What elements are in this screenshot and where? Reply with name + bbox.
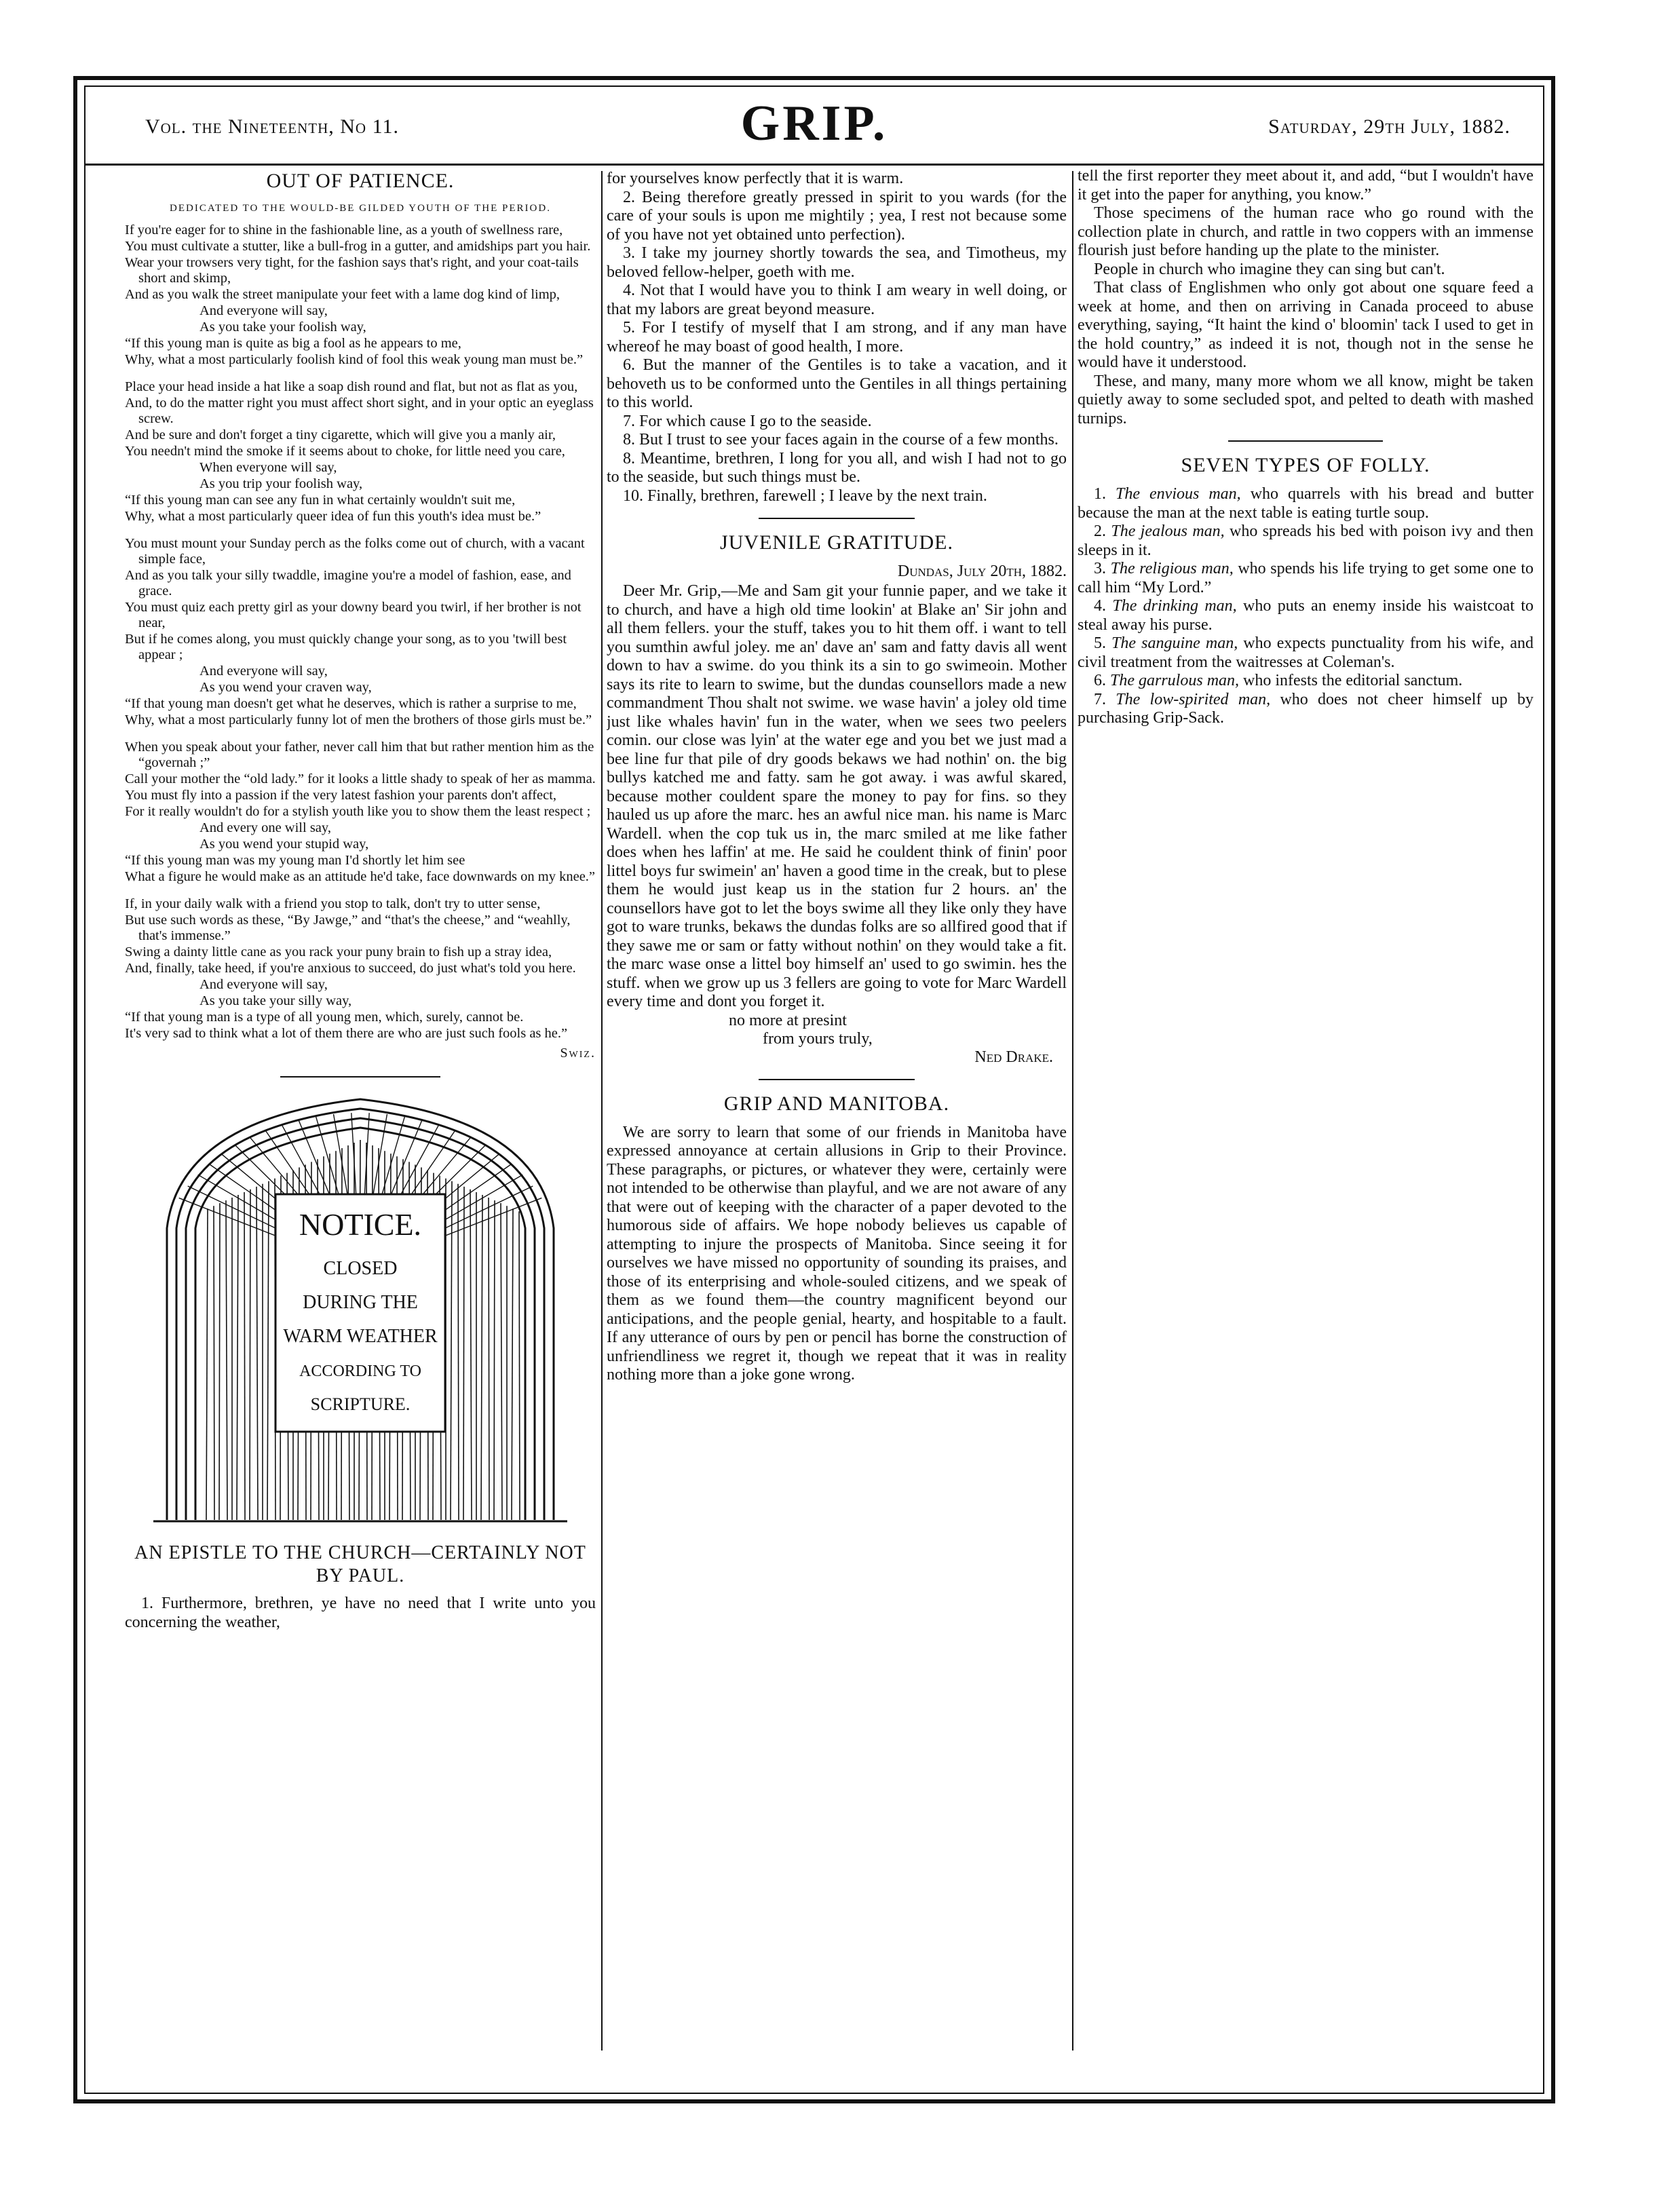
poem-line: You must cultivate a stutter, like a bull-frog in a gutter, and amidships part you hair. (125, 239, 591, 254)
notice-line: ACCORDING TO (299, 1362, 421, 1380)
masthead (84, 85, 1544, 166)
column-rule-2 (1072, 171, 1073, 2051)
poem-line: For it really wouldn't do for a stylish youth like you to show them the least respect ; (125, 804, 591, 819)
poem-line: And as you talk your silly twaddle, imagine you're a model of fashion, ease, and grace. (125, 568, 571, 598)
poem-line: When everyone will say, (199, 460, 337, 475)
juvenile-title: JUVENILE GRATITUDE. (720, 531, 953, 554)
juvenile-letter (607, 582, 1067, 1012)
folly-number: 5. (1094, 634, 1112, 652)
poem-line: And as you walk the street manipulate your feet with a lame dog kind of limp, (125, 287, 560, 302)
folly-description: who infests the editorial sanctum. (1239, 672, 1463, 689)
manitoba-title: GRIP AND MANITOBA. (723, 1092, 950, 1115)
section-divider (759, 518, 915, 519)
folly-description: who spends his life trying to get some one to call him “My Lord.” (1078, 560, 1534, 596)
section-divider (280, 1076, 440, 1078)
juvenile-body: Deer Mr. Grip,—Me and Sam git your funnie paper, and we take it to church, and have a high old time lookin' at Blake an' Sir john and all them fellers. your the stuff, takes you to hit them off. i want to tell you sumthin awful joley. me an' dave an' sam and fatty davis all went down to hav a swime. do you think its a sin to go swimeoin. Mother says its rite to learn to swime, but the dundas counsellors made a new commandment Thou shalt not swime. we wase havin' a joley old time just like whales havin' fun in the water, when we sees two peelers comin. our close was lyin' at the water ege and you bet we just mad a bee line fur that pile of dry goods bekaws we had nothin' on. the big bullys katched me and fatty. sam he got away. i was awful skared, because mother couldent spare the money to pay for fins. so they hauled us up afore the marc. hes an awful nice man. his name is Marc Wardell. when the cop tuk us in, the marc smiled at me like father does when hes laffin' at me. He said he couldent think of finin' poor littel boys fur swimein' an' haven a good time in the creak, but to plese them he would just keap us in the station fur 2 hours. an' the counsellors have got to let the boys swime all they like only they have got to ware trunks, bekaws the dundas folks are so allfired good that if they sawe me or sam or fatty without nothin' on they would take a fit. the marc wase onse a littel boy himself an' used to go swimin. hes the stuff. when we grow up us 3 fellers are going to vote for Marc Wardell every time and dont you forget it. (607, 582, 1067, 1010)
poem-line: As you wend your craven way, (199, 680, 372, 695)
folly-item (1078, 691, 1534, 728)
poem-line: “If that young man doesn't get what he deserves, which is rather a surprise to me, (125, 696, 577, 711)
some-people-item: These, and many, many more whom we all know, might be taken quietly away to some secluded spot, and pelted to death with mashed turnips. (1078, 372, 1534, 427)
folly-description: who expects punctuality from his wife, and civil treatment from the waitresses at Coleman's. (1078, 634, 1534, 671)
poem-line: As you trip your foolish way, (199, 476, 363, 491)
notice-line: WARM WEATHER (283, 1326, 438, 1347)
notice-line: DURING THE (303, 1292, 418, 1313)
epistle-paragraph: 6. But the manner of the Gentiles is to take a vacation, and it behoveth us to be conformed unto the Gentiles in all things pertaining to this world. (607, 356, 1067, 411)
poem-line: And everyone will say, (199, 664, 328, 679)
folly-number: 3. (1094, 560, 1111, 577)
epistle-paragraph: 8. Meantime, brethren, I long for you all, and wish I had not to go to the seaside, but such things must be. (607, 449, 1067, 486)
epistle-paragraph: 10. Finally, brethren, farewell ; I leave by the next train. (623, 487, 987, 505)
seven-types-list (1078, 485, 1534, 728)
poem-line: As you take your silly way, (199, 993, 352, 1008)
epistle-paragraph: 5. For I testify of myself that I am strong, and if any man have whereof he may boast of good health, I more. (607, 319, 1067, 356)
poem-line: You needn't mind the smoke if it seems about to choke, for little need you care, (125, 444, 565, 459)
epistle-paragraph: 7. For which cause I go to the seaside. (623, 412, 872, 430)
section-divider (759, 1079, 915, 1080)
epistle-paragraph: 1. Furthermore, brethren, ye have no need that I write unto you concerning the weather, (125, 1595, 596, 1631)
column-3 (1078, 170, 1534, 2056)
poem-line: “If this young man was my young man I'd shortly let him see (125, 853, 465, 868)
folly-number: 4. (1094, 597, 1113, 615)
folly-number: 7. (1094, 690, 1116, 708)
folly-label: The low-spirited man, (1116, 690, 1271, 708)
poem-line: When you speak about your father, never call him that but rather mention him as the “governah ;” (125, 740, 594, 770)
folly-number: 6. (1094, 672, 1110, 689)
closing-line-1: no more at presint (729, 1011, 847, 1029)
epistle-paragraph: 2. Being therefore greatly pressed in spirit to you wards (for the care of your souls is upon me mightily ; yea, I rest not because some of you have not yet obtained unto perfection). (607, 188, 1067, 244)
folly-label: The garrulous man, (1110, 672, 1240, 689)
folly-label: The drinking man, (1112, 597, 1237, 615)
poem-verses (125, 223, 596, 1042)
manitoba-body: We are sorry to learn that some of our friends in Manitoba have expressed annoyance at certain allusions in Grip to their Province. These paragraphs, or pictures, or whatever they were, certainly were not intended to be otherwise than playful, and we are not aware of any that were out of keeping with the character of a paper devoted to the humorous side of affairs. We hope nobody believes us capable of attempting to injure the prospects of Manitoba. Since seeing it for ourselves we have missed no opportunity of sounding its praises, and those of its enterprising and whole-souled citizens, and we speak of them as we found them—the country magnificent beyond our anticipations, and the people genial, hearty, and hospitable to a fault. If any utterance of ours by pen or pencil has borne the construction of unfriendliness we regret it, though we repeat that it was in reality nothing more than a joke gone wrong. (607, 1123, 1067, 1384)
poem-line: What a figure he would make as an attitude he'd take, face downwards on my knee.” (125, 869, 596, 884)
poem-line: “If this young man can see any fun in what certainly wouldn't suit me, (125, 493, 516, 508)
closing-line-2: from yours truly, (763, 1029, 873, 1048)
folly-number: 2. (1094, 522, 1111, 540)
some-people-item: Those specimens of the human race who go round with the collection plate in church, and rattle in two coppers with an immense flourish just before handing up the plate to the minister. (1078, 204, 1534, 259)
poem-line: As you wend your stupid way, (199, 837, 369, 852)
folly-description: who does not cheer himself up by purchasing Grip-Sack. (1078, 690, 1534, 727)
notice-line: CLOSED (323, 1258, 398, 1279)
notice-line: SCRIPTURE. (310, 1394, 411, 1414)
notice-line: NOTICE. (299, 1207, 422, 1242)
poem-line: And, to do the matter right you must affect short sight, and in your optic an eyeglass screw. (125, 396, 594, 426)
poem-line: You must quiz each pretty girl as your downy beard you twirl, if her brother is not near, (125, 600, 582, 630)
poem-line: It's very sad to think what a lot of them there are who are just such fools as he.” (125, 1026, 568, 1041)
poem-line: Wear your trowsers very tight, for the fashion says that's right, and your coat-tails short and skimp, (125, 255, 579, 286)
juvenile-closing (607, 1012, 1067, 1067)
poem-line: Place your head inside a hat like a soap dish round and flat, but not as flat as you, (125, 379, 578, 394)
folly-label: The sanguine man, (1111, 634, 1238, 652)
volume-number: Vol. the Nineteenth, No 11. (145, 115, 399, 138)
juvenile-signature: Ned Drake. (974, 1048, 1053, 1066)
folly-item (1078, 634, 1534, 672)
epistle-title: AN EPISTLE TO THE CHURCH—CERTAINLY NOT BY PAUL. (134, 1542, 586, 1586)
poem-line: Why, what a most particularly funny lot of men the brothers of those girls must be.” (125, 712, 592, 727)
folly-label: The envious man, (1116, 485, 1241, 503)
poem-line: Why, what a most particularly foolish kind of fool this weak young man must be.” (125, 352, 584, 367)
folly-number: 1. (1094, 485, 1116, 503)
poem-line: “If that young man is a type of all young men, which, surely, cannot be. (125, 1010, 524, 1025)
column-2 (607, 170, 1067, 2056)
poem-line: Call your mother the “old lady.” for it looks a little shady to speak of her as mamma. (125, 771, 596, 786)
newspaper-title: GRIP. (740, 96, 888, 151)
folly-label: The religious man, (1110, 560, 1234, 577)
column-rule-1 (601, 171, 603, 2051)
poem-dedication: DEDICATED TO THE WOULD-BE GILDED YOUTH OF THE PERIOD. (170, 203, 551, 214)
some-people-item: People in church who imagine they can sing but can't. (1094, 260, 1445, 278)
poem-line: And every one will say, (199, 820, 331, 835)
folly-description: who spreads his bed with poison ivy and then sleeps in it. (1078, 522, 1534, 559)
poem-line: Why, what a most particularly queer idea of fun this youth's idea must be.” (125, 509, 541, 524)
epistle-paragraph: 3. I take my journey shortly towards the sea, and Timotheus, my beloved fellow-helper, goeth with me. (607, 244, 1067, 281)
folly-description: who quarrels with his bread and butter because the man at the next table is eating turtle soup. (1078, 485, 1534, 522)
poem-line: You must mount your Sunday perch as the folks come out of church, with a vacant simple face, (125, 536, 585, 567)
folly-label: The jealous man, (1111, 522, 1225, 540)
poem-line: If, in your daily walk with a friend you stop to talk, don't try to utter sense, (125, 896, 541, 911)
some-people-item: That class of Englishmen who only got about one square feed a week at home, and then on arriving in Canada proceed to abuse everything, saying, “It haint the kind o' bloomin' tack I used to get in the hold country,” as indeed it is not, though not in the sense he would have it understood. (1078, 279, 1534, 371)
poem-line: If you're eager for to shine in the fashionable line, as a youth of swellness rare, (125, 223, 563, 237)
folly-item (1078, 522, 1534, 560)
church-door-cartoon (140, 1092, 581, 1527)
poem-line: “If this young man is quite as big a fool as he appears to me, (125, 336, 461, 351)
poem-line: And everyone will say, (199, 977, 328, 992)
poem-line: And everyone will say, (199, 303, 328, 318)
issue-date: Saturday, 29th July, 1882. (1268, 115, 1510, 138)
poem-line: And, finally, take heed, if you're anxious to succeed, do just what's told you here. (125, 961, 576, 976)
folly-item (1078, 485, 1534, 522)
some-people-list (1078, 170, 1534, 428)
poem-line: And be sure and don't forget a tiny cigarette, which will give you a manly air, (125, 427, 556, 442)
epistle-paragraph: for yourselves know perfectly that it is warm. (607, 170, 904, 187)
seven-types-title: SEVEN TYPES OF FOLLY. (1181, 454, 1430, 476)
epistle-continued (607, 170, 1067, 506)
poem-line: But if he comes along, you must quickly change your song, as to you 'twill best appear ; (125, 632, 567, 662)
column-1 (125, 170, 596, 2042)
folly-item (1078, 560, 1534, 597)
poem-line: But use such words as these, “By Jawge,” and “that's the cheese,” and “weahlly, that's immense.” (125, 913, 571, 943)
folly-item (1078, 672, 1534, 691)
poem-signature: Swiz. (560, 1046, 596, 1061)
some-people-item: tell the first reporter they meet about it, and add, “but I wouldn't have it get into the paper for anything, you know.” (1078, 170, 1534, 204)
epistle-paragraph: 8. But I trust to see your faces again in the course of a few months. (623, 431, 1059, 449)
poem-line: You must fly into a passion if the very latest fashion your parents don't affect, (125, 788, 557, 803)
epistle-paragraph: 4. Not that I would have you to think I am weary in well doing, or that my labors are great beyond measure. (607, 282, 1067, 318)
folly-description: who puts an enemy inside his waistcoat to steal away his purse. (1078, 597, 1534, 634)
juvenile-dateline: Dundas, July 20th, 1882. (897, 562, 1067, 580)
poem-title: OUT OF PATIENCE. (266, 170, 455, 192)
manitoba-article (607, 1124, 1067, 1385)
folly-item (1078, 597, 1534, 634)
section-divider (1228, 440, 1383, 442)
epistle-start (125, 1595, 596, 1632)
poem-line: Swing a dainty little cane as you rack your puny brain to fish up a stray idea, (125, 945, 552, 959)
poem-line: As you take your foolish way, (199, 320, 366, 335)
